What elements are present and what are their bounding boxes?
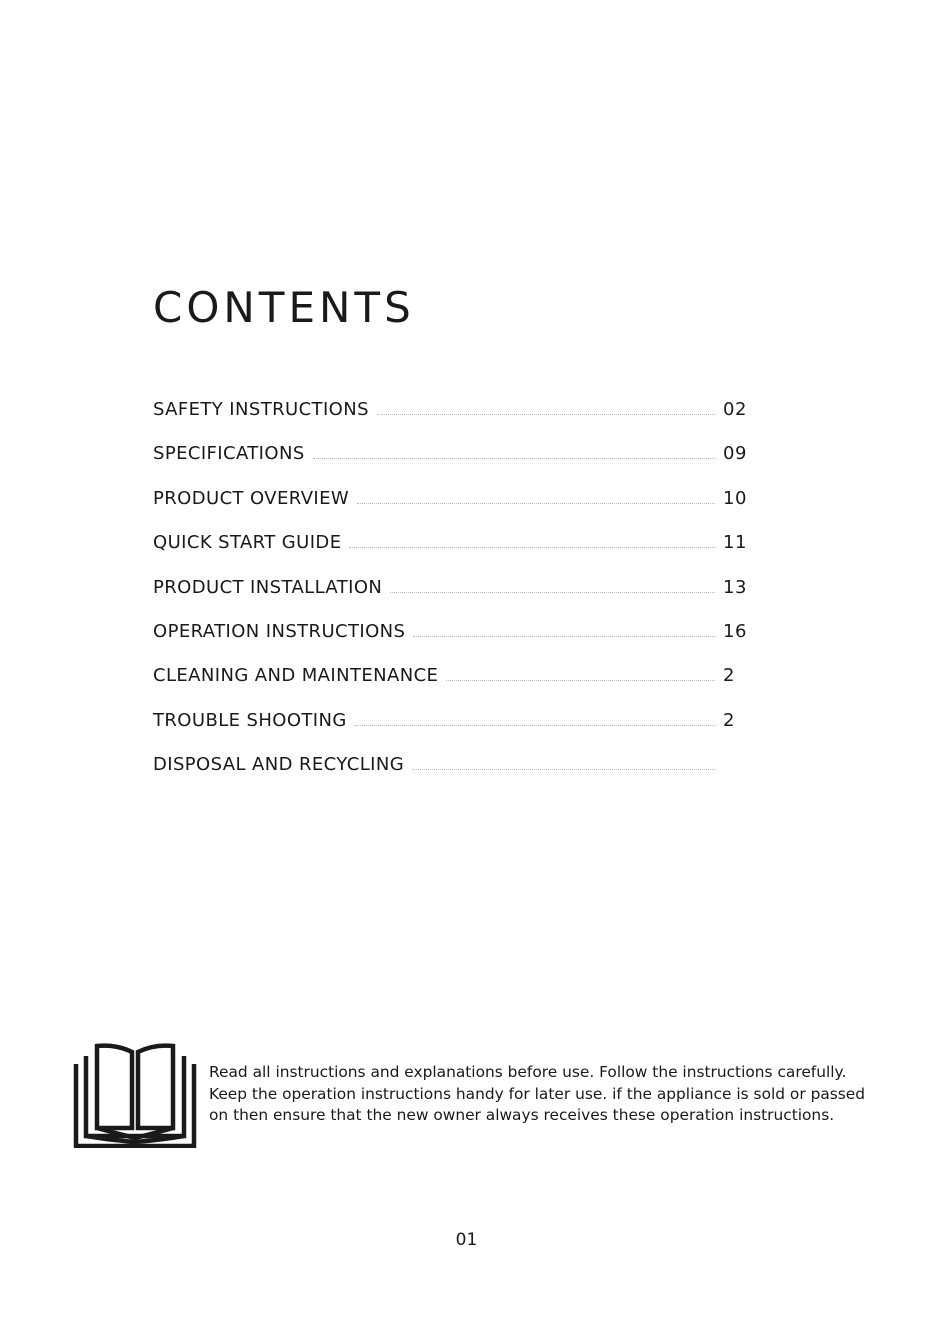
toc-dot-leader — [349, 546, 715, 548]
toc-item-page: 02 — [723, 399, 747, 420]
read-instructions-notice — [72, 1042, 872, 1152]
toc-item-trouble-shooting[interactable] — [153, 707, 763, 751]
toc-item-operation-instructions[interactable] — [153, 618, 763, 662]
toc-item-label: PRODUCT OVERVIEW — [153, 485, 357, 513]
toc-item-label: QUICK START GUIDE — [153, 529, 349, 557]
toc-item-safety-instructions[interactable] — [153, 396, 763, 440]
toc-item-page: 13 — [723, 576, 747, 598]
toc-item-page: 09 — [723, 443, 747, 465]
toc-dot-leader — [446, 679, 715, 681]
toc-item-label: DISPOSAL AND RECYCLING — [153, 751, 412, 779]
toc-dot-leader — [355, 724, 715, 726]
toc-item-label: PRODUCT INSTALLATION — [153, 574, 390, 602]
toc-item-product-overview[interactable] — [153, 485, 763, 529]
page-number: 01 — [455, 1230, 478, 1250]
toc-item-cleaning-and-maintenance[interactable] — [153, 662, 763, 706]
toc-item-page: 11 — [723, 532, 747, 554]
toc-dot-leader — [313, 457, 715, 459]
page-title: CONTENTS — [153, 283, 415, 332]
toc-item-disposal-and-recycling[interactable] — [153, 751, 763, 795]
toc-item-page: 16 — [723, 620, 747, 642]
toc-item-page: 2 — [723, 665, 735, 687]
toc-dot-leader — [357, 502, 715, 504]
open-book-icon — [72, 1042, 198, 1148]
table-of-contents — [153, 396, 763, 796]
toc-item-product-installation[interactable] — [153, 574, 763, 618]
toc-item-quick-start-guide[interactable] — [153, 529, 763, 573]
toc-item-page: 10 — [723, 487, 747, 509]
toc-item-label: CLEANING AND MAINTENANCE — [153, 662, 446, 690]
toc-item-label: TROUBLE SHOOTING — [153, 707, 355, 735]
toc-item-label: SAFETY INSTRUCTIONS — [153, 396, 377, 424]
toc-dot-leader — [390, 591, 715, 593]
toc-item-label: SPECIFICATIONS — [153, 440, 313, 468]
toc-item-label: OPERATION INSTRUCTIONS — [153, 618, 413, 646]
toc-dot-leader — [377, 413, 715, 415]
notice-text: Read all instructions and explanations before use. Follow the instructions carefully. Keep the operation instructions handy for later use. if the appliance is sold or passed on then ensure that the new owner always receives these operation instructions. — [209, 1063, 866, 1124]
toc-item-specifications[interactable] — [153, 440, 763, 484]
toc-item-page: 2 — [723, 709, 735, 731]
toc-dot-leader — [413, 635, 715, 637]
toc-dot-leader — [412, 768, 715, 770]
